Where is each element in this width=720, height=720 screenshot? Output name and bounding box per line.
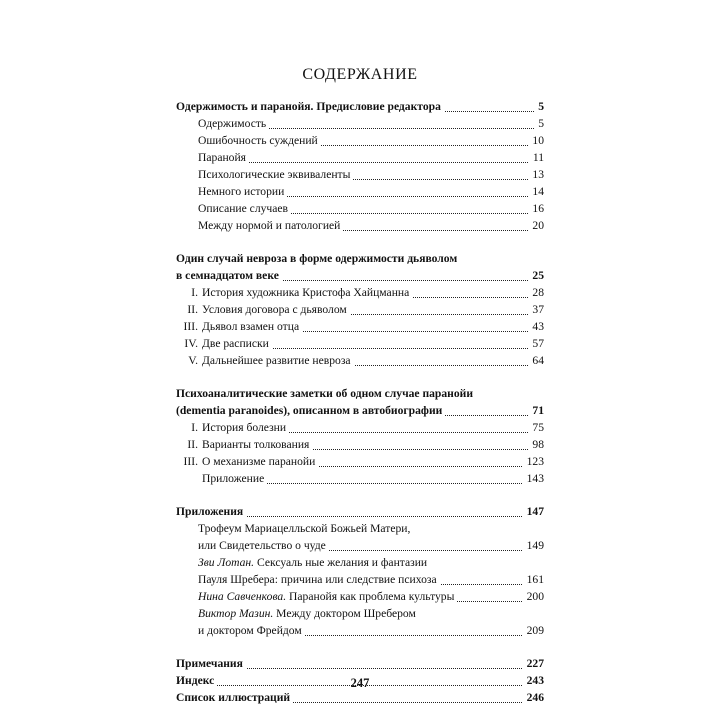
toc-entry-page: 43: [528, 318, 544, 335]
toc-entry-title: История художника Кристофа Хайцманна: [202, 286, 410, 299]
toc-entry-page: 143: [523, 470, 544, 487]
toc-entry[interactable]: [176, 470, 544, 487]
toc-entry-title: Психологические эквиваленты: [198, 168, 353, 181]
toc-entry-author: Виктор Мазин.: [198, 607, 274, 620]
toc-entry-page: 11: [529, 149, 544, 166]
toc-entry-page: 209: [523, 622, 544, 639]
toc-entry-page: 57: [528, 335, 544, 352]
toc-entry-page: 243: [523, 672, 544, 689]
toc-entry-title: Две расписки: [202, 337, 269, 350]
toc-entry-title: Приложения: [176, 505, 246, 518]
toc-entry-title: Одержимость: [198, 117, 269, 130]
toc-entry[interactable]: [176, 622, 544, 639]
page-title: СОДЕРЖАНИЕ: [302, 66, 418, 83]
toc-entry-number: I.: [191, 421, 198, 434]
toc-entry-title: Дальнейшее развитие невроза: [202, 354, 351, 367]
toc-entry-title: Немного истории: [198, 185, 287, 198]
toc-entry-page: 37: [528, 301, 544, 318]
toc-entry-title: Сексуаль ные желания и фантазии: [254, 556, 428, 569]
toc-entry-page: 123: [523, 453, 544, 470]
toc-entry-page: 28: [528, 284, 544, 301]
toc-entry-title: и доктором Фрейдом: [198, 624, 305, 637]
toc-entry-title: Ошибочность суждений: [198, 134, 321, 147]
toc-entry-title: Примечания: [176, 657, 246, 670]
toc-entry-title: (dementia paranoides), описанном в автобиографии: [176, 404, 445, 417]
toc-entry[interactable]: [176, 537, 544, 554]
toc-entry-number: II.: [187, 438, 198, 451]
toc-entry-page: 161: [523, 571, 544, 588]
toc-entry-page: 147: [523, 503, 544, 520]
toc-entry-author: Нина Савченкова.: [198, 590, 287, 603]
toc-entry-page: 64: [528, 352, 544, 369]
toc-entry-title: Между нормой и патологией: [198, 219, 343, 232]
toc-entry-title: Список иллюстраций: [176, 691, 293, 704]
toc-entry-page: 5: [534, 115, 544, 132]
toc-entry-title: Индекс: [176, 674, 217, 687]
toc-section-heading[interactable]: [176, 503, 544, 520]
toc-entry-page: 98: [528, 436, 544, 453]
toc-entry-title: Одержимость и паранойя. Предисловие редактора: [176, 100, 444, 113]
toc-entry-number: I.: [191, 286, 198, 299]
toc-entry-page: 227: [523, 655, 544, 672]
toc-entry-page: 10: [528, 132, 544, 149]
toc-entry-title: или Свидетельство о чуде: [198, 539, 329, 552]
toc-entry-number: II.: [187, 303, 198, 316]
toc-entry-title: Варианты толкования: [202, 438, 310, 451]
toc-entry-title: Между доктором Шребером: [273, 607, 416, 620]
toc-entry-title: Описание случаев: [198, 202, 291, 215]
toc-entry-title: Условия договора с дьяволом: [202, 303, 347, 316]
toc-entry-page: 16: [528, 200, 544, 217]
toc-entry-title: Паранойя как проблема культуры: [286, 590, 455, 603]
toc-entry-title: Психоаналитические заметки об одном случае паранойи: [176, 387, 476, 400]
page-number: 247: [350, 676, 370, 690]
toc-entry-title: О механизме паранойи: [202, 455, 316, 468]
toc-entry-page: 14: [528, 183, 544, 200]
toc-entry-page: 75: [528, 419, 544, 436]
toc-entry-title: Один случай невроза в форме одержимости дьяволом: [176, 252, 460, 265]
toc-entry-number: III.: [183, 455, 198, 468]
toc-entry-number: V.: [188, 354, 198, 367]
toc-entry-title: Дьявол взамен отца: [202, 320, 300, 333]
toc-entry-title: Приложение: [202, 472, 265, 485]
toc-entry-number: IV.: [184, 337, 198, 350]
table-of-contents: [176, 98, 544, 706]
toc-entry-title: Пауля Шребера: причина или следствие психоза: [198, 573, 440, 586]
toc-entry-page: 246: [523, 689, 544, 706]
toc-entry-title: История болезни: [202, 421, 287, 434]
toc-entry-page: 200: [523, 588, 544, 605]
toc-entry-page: 25: [528, 267, 544, 284]
toc-entry[interactable]: [176, 217, 544, 234]
toc-entry-title: Трофеум Мариацелльской Божьей Матери,: [198, 522, 413, 535]
toc-entry-title: в семнадцатом веке: [176, 269, 282, 282]
toc-section-heading[interactable]: [176, 689, 544, 706]
toc-entry-author: Зви Лотан.: [198, 556, 255, 569]
toc-entry-page: 149: [523, 537, 544, 554]
toc-entry-page: 5: [534, 98, 544, 115]
toc-entry-page: 71: [528, 402, 544, 419]
toc-entry-page: 20: [528, 217, 544, 234]
toc-entry[interactable]: [176, 352, 544, 369]
toc-entry[interactable]: [176, 588, 544, 605]
toc-entry-title: Паранойя: [198, 151, 249, 164]
toc-entry-page: 13: [528, 166, 544, 183]
toc-entry-number: III.: [183, 320, 198, 333]
